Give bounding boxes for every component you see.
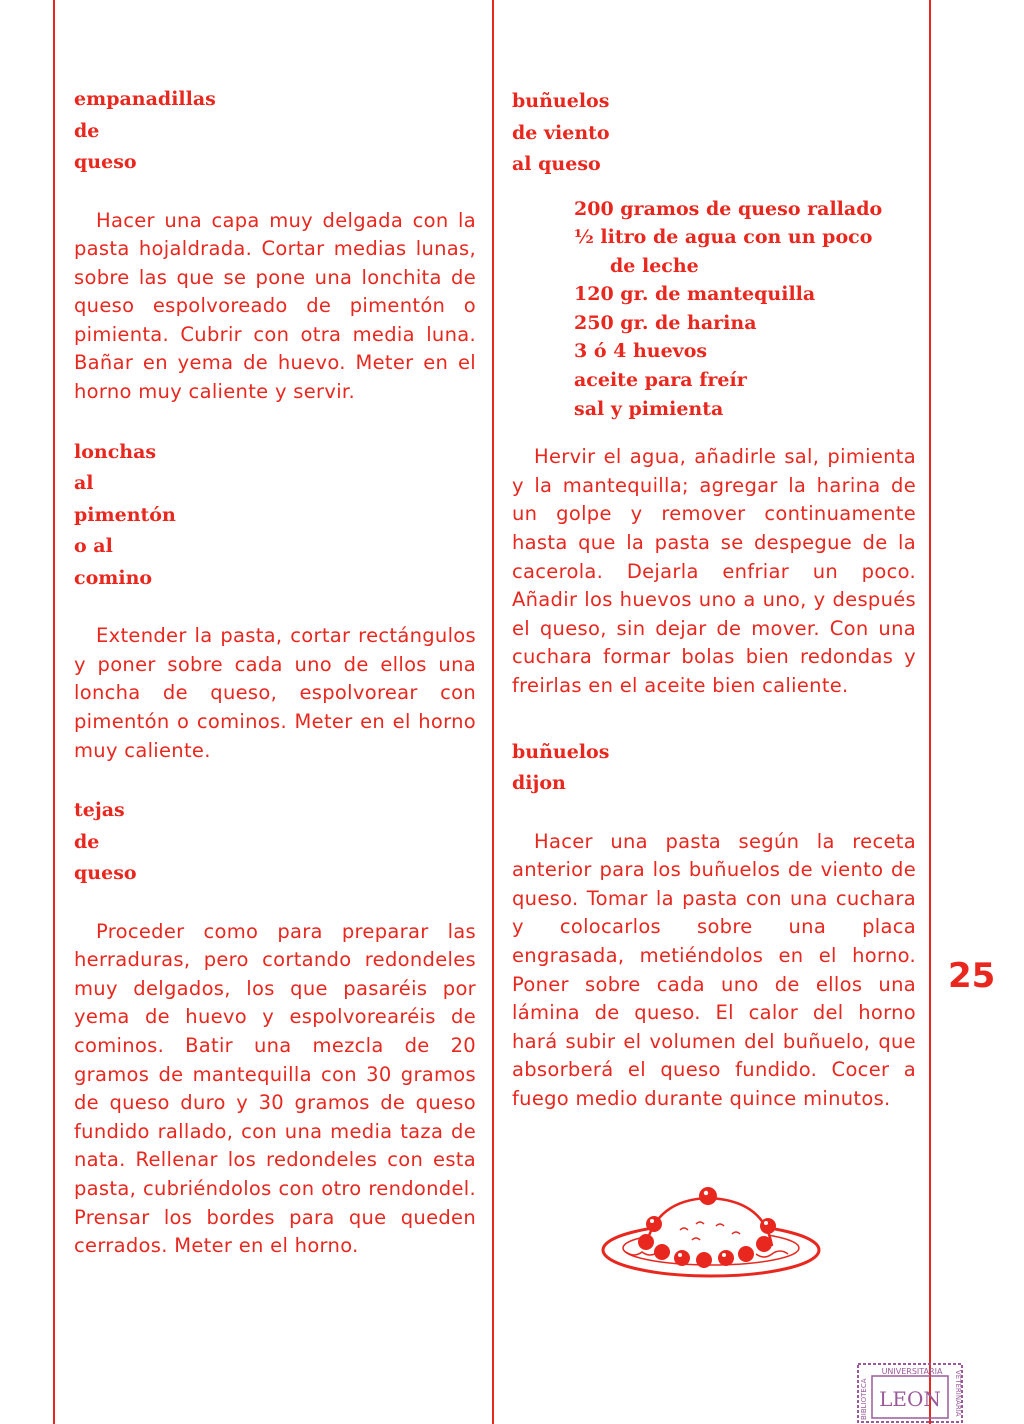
ingredient: 250 gr. de harina [574,311,757,334]
ingredient: 3 ó 4 huevos [574,340,708,363]
stamp-text: LEON [879,1387,941,1411]
title-line: queso [74,151,137,173]
title-line: buñuelos [512,740,610,763]
title-line: comino [74,566,153,589]
title-line: de viento [512,121,610,144]
recipe-empanadillas [74,84,476,407]
recipe-bunuelos-viento [512,86,916,701]
stamp-text: VETERINARIA [954,1370,962,1417]
recipe-tejas [74,795,476,1261]
left-column [74,84,476,1261]
title-line: pimentón [74,503,176,526]
title-line: de [74,830,100,853]
ingredient: de leche [610,254,699,277]
ingredient: sal y pimienta [574,397,724,420]
right-margin-rule [929,0,931,1424]
title-line: dijon [512,772,566,795]
recipe-text: Extender la pasta, cortar rectángulos y poner sobre cada uno de ellos una loncha de queso, espolvorear con pimentón o cominos. Meter en el horno muy caliente. [74,624,476,762]
library-stamp [856,1362,966,1424]
recipe-text: Proceder como para preparar las herraduras, pero cortando redondeles muy delgados, los que pasaréis por yema de huevo y espolvorearéis de cominos. Batir una mezcla de 20 gramos de mantequilla con 30 gramos de queso duro y 30 gramos de queso fundido rallado, con una media taza de nata. Rellenar los redondeles con esta pasta, cubriéndolos con otro rendondel. Prensar los bordes para que queden cerrados. Meter en el horno. [74,919,476,1258]
ingredient: ½ litro de agua con un poco [574,226,873,249]
ingredient: 200 gramos de queso rallado [574,197,883,220]
ingredient-list [574,195,916,424]
column-divider-rule [492,0,494,1424]
right-column [512,86,916,1114]
title-line: al queso [512,153,601,175]
recipe-title [74,84,476,179]
recipe-text: Hervir el agua, añadirle sal, pimienta y la mantequilla; agregar la harina de un golpe y remover continuamente hasta que la pasta se despegue de la cacerola. Dejarla enfriar un poco. Añadir los huevos uno a uno, y después el queso, sin dejar de mover. Con una cuchara formar bolas bien redondas y freirlas en el aceite bien caliente. [512,445,916,697]
title-line: queso [74,862,137,885]
title-line: de [74,119,100,142]
title-line: empanadillas [74,88,216,110]
ingredient: aceite para freír [574,369,747,392]
recipe-text: Hacer una capa muy delgada con la pasta hojaldrada. Cortar medias lunas, sobre las que se pone una lonchita de queso espolvoreado de pimentón o pimienta. Cubrir con otra media luna. Bañar en yema de huevo. Meter en el horno muy caliente y servir. [74,208,476,404]
left-margin-rule [53,0,55,1424]
dish-illustration [596,1180,826,1290]
title-line: al [74,472,94,495]
recipe-text: Hacer una pasta según la receta anterior para los buñuelos de viento de queso. Tomar la pasta con una cuchara y colocarlos sobre una placa engrasada, metiéndolos en el horno. Poner sobre cada uno de ellos una lámina de queso. El calor del horno hará subir el volumen del buñuelo, que absorberá el queso fundido. Cocer a fuego medio durante quince minutos. [512,829,916,1110]
title-line: buñuelos [512,90,610,112]
title-line: lonchas [74,440,157,463]
stamp-text: UNIVERSITARIA [881,1367,943,1376]
title-line: tejas [74,799,125,822]
recipe-title [74,437,476,595]
stamp-text: BIBLIOTECA [860,1378,868,1420]
recipe-title [512,737,916,800]
recipe-lonchas [74,437,476,765]
recipe-title [74,795,476,890]
title-line: o al [74,535,113,558]
recipe-bunuelos-dijon [512,737,916,1114]
page-number: 25 [948,956,996,996]
ingredient: 120 gr. de mantequilla [574,283,816,306]
recipe-title [512,86,916,181]
